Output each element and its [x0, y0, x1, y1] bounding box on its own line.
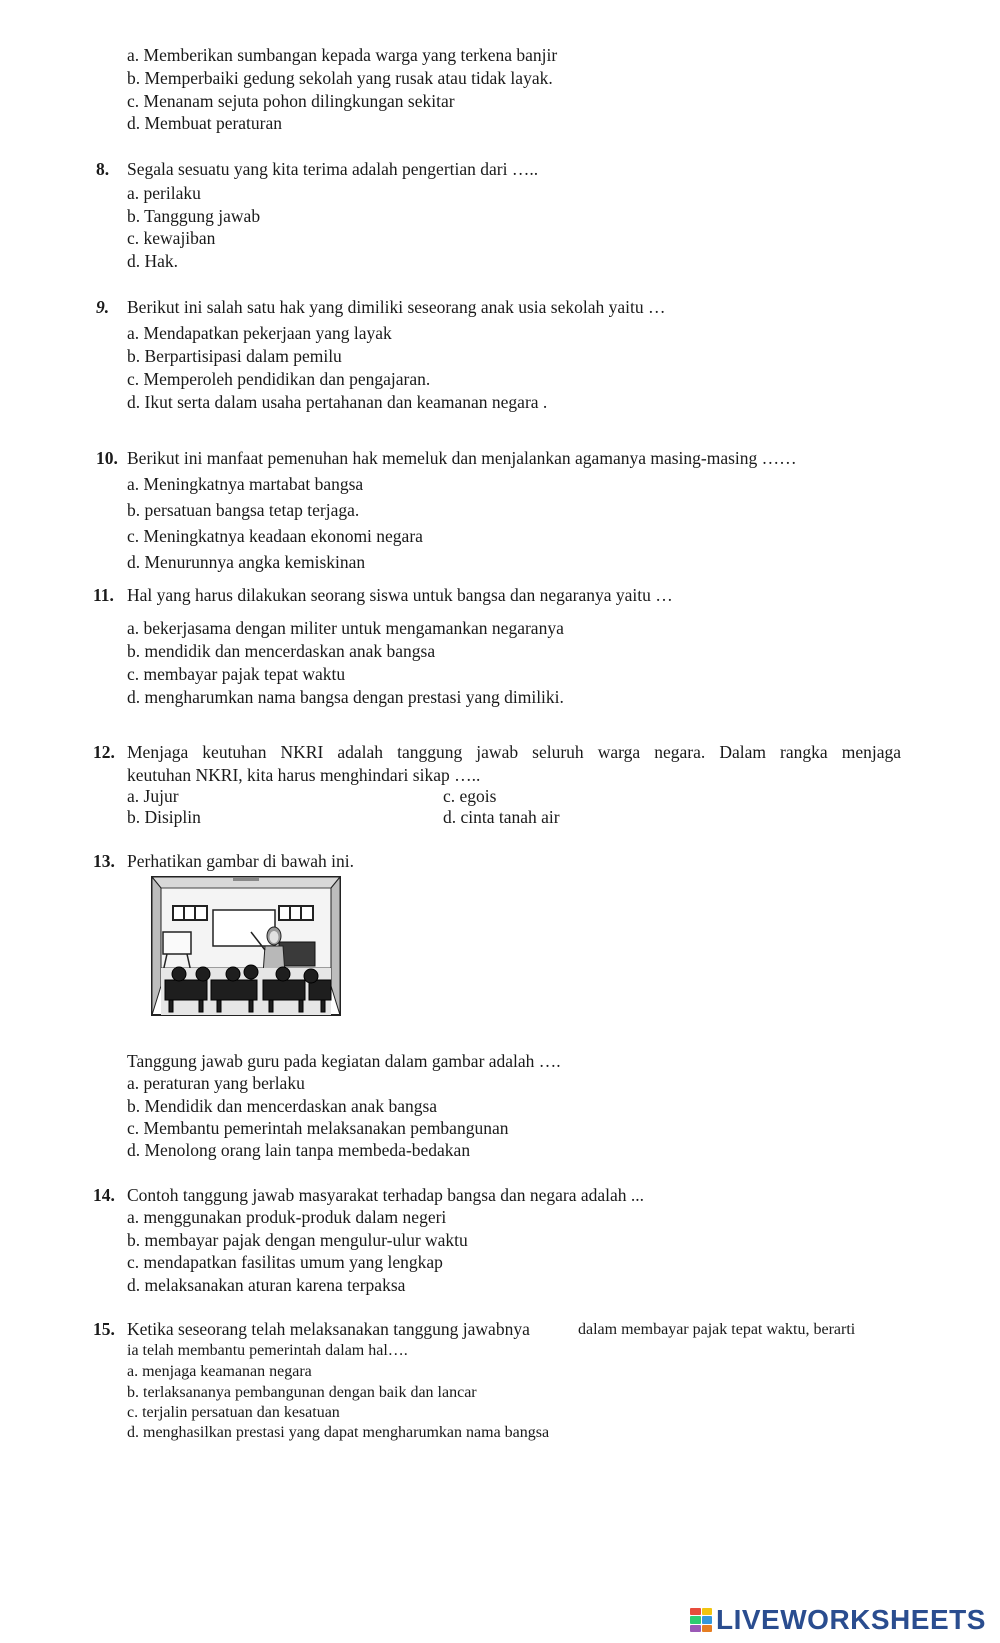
q12-option-a: a. Jujur [127, 786, 179, 806]
q13-number: 13. [93, 851, 115, 871]
q8-number: 8. [96, 159, 110, 179]
q11-option-d: d. mengharumkan nama bangsa dengan prestasi yang dimiliki. [127, 687, 564, 707]
classroom-picture [151, 876, 341, 1016]
q10-option-a: a. Meningkatnya martabat bangsa [127, 474, 364, 494]
liveworksheets-brand: LIVEWORKSHEETS [716, 1604, 986, 1635]
q8-question: Segala sesuatu yang kita terima adalah pengertian dari ….. [127, 159, 539, 179]
q12-option-d: d. cinta tanah air [443, 807, 560, 827]
q15-question-line2: ia telah membantu pemerintah dalam hal…. [127, 1342, 408, 1359]
q15-number: 15. [93, 1319, 115, 1339]
q13-option-a: a. peraturan yang berlaku [127, 1073, 305, 1093]
q11-option-a: a. bekerjasama dengan militer untuk mengamankan negaranya [127, 618, 564, 638]
q7-option-d: d. Membuat peraturan [127, 113, 283, 133]
q9-number: 9. [96, 297, 110, 317]
q15-option-c: c. terjalin persatuan dan kesatuan [127, 1404, 340, 1421]
q11-option-b: b. mendidik dan mencerdaskan anak bangsa [127, 641, 436, 661]
q11-question: Hal yang harus dilakukan seorang siswa untuk bangsa dan negaranya yaitu … [127, 585, 673, 605]
q9-option-a: a. Mendapatkan pekerjaan yang layak [127, 323, 392, 343]
q14-question: Contoh tanggung jawab masyarakat terhadap bangsa dan negara adalah ... [127, 1185, 645, 1205]
q9-question: Berikut ini salah satu hak yang dimiliki seseorang anak usia sekolah yaitu … [127, 297, 666, 317]
q15-question-line1-part1: Ketika seseorang telah melaksanakan tanggung jawabnya [127, 1319, 530, 1339]
q7-option-a: a. Memberikan sumbangan kepada warga yang terkena banjir [127, 45, 558, 65]
q14-option-d: d. melaksanakan aturan karena terpaksa [127, 1275, 406, 1295]
q15-option-d: d. menghasilkan prestasi yang dapat mengharumkan nama bangsa [127, 1424, 550, 1441]
q7-option-c: c. Menanam sejuta pohon dilingkungan sekitar [127, 91, 455, 111]
q10-option-d: d. Menurunnya angka kemiskinan [127, 552, 366, 572]
q8-option-b: b. Tanggung jawab [127, 206, 261, 226]
q13-option-c: c. Membantu pemerintah melaksanakan pembangunan [127, 1118, 509, 1138]
q14-option-b: b. membayar pajak dengan mengulur-ulur waktu [127, 1230, 468, 1250]
q15-option-a: a. menjaga keamanan negara [127, 1363, 312, 1380]
liveworksheets-logo-icon [690, 1608, 712, 1632]
q12-question-line2: keutuhan NKRI, kita harus menghindari sikap ….. [127, 765, 481, 785]
q12-number: 12. [93, 742, 115, 762]
q12-option-c: c. egois [443, 786, 497, 806]
q9-option-c: c. Memperoleh pendidikan dan pengajaran. [127, 369, 431, 389]
q10-option-c: c. Meningkatnya keadaan ekonomi negara [127, 526, 423, 546]
q12-option-b: b. Disiplin [127, 807, 201, 827]
q7-option-b: b. Memperbaiki gedung sekolah yang rusak atau tidak layak. [127, 68, 553, 88]
q8-option-c: c. kewajiban [127, 228, 216, 248]
q14-option-a: a. menggunakan produk-produk dalam negeri [127, 1207, 447, 1227]
q10-number: 10. [96, 448, 118, 468]
q9-option-d: d. Ikut serta dalam usaha pertahanan dan keamanan negara . [127, 392, 548, 412]
liveworksheets-logo [690, 1603, 986, 1637]
q15-question-line1-part2: dalam membayar pajak tepat waktu, berarti [578, 1321, 856, 1338]
q9-option-b: b. Berpartisipasi dalam pemilu [127, 346, 342, 366]
q10-option-b: b. persatuan bangsa tetap terjaga. [127, 500, 360, 520]
q15-option-b: b. terlaksananya pembangunan dengan baik dan lancar [127, 1384, 477, 1401]
q8-option-a: a. perilaku [127, 183, 201, 203]
q13-option-b: b. Mendidik dan mencerdaskan anak bangsa [127, 1096, 438, 1116]
q13-option-d: d. Menolong orang lain tanpa membeda-bedakan [127, 1140, 471, 1160]
q13-question: Perhatikan gambar di bawah ini. [127, 851, 354, 871]
q13-sub-question: Tanggung jawab guru pada kegiatan dalam gambar adalah …. [127, 1051, 561, 1071]
q11-option-c: c. membayar pajak tepat waktu [127, 664, 346, 684]
q14-number: 14. [93, 1185, 115, 1205]
q10-question: Berikut ini manfaat pemenuhan hak memeluk dan menjalankan agamanya masing-masing …… [127, 448, 797, 468]
q14-option-c: c. mendapatkan fasilitas umum yang lengkap [127, 1252, 443, 1272]
q12-question-line1: Menjaga keutuhan NKRI adalah tanggung jawab seluruh warga negara. Dalam rangka menjaga [127, 742, 901, 762]
q11-number: 11. [93, 585, 114, 605]
q8-option-d: d. Hak. [127, 251, 179, 271]
